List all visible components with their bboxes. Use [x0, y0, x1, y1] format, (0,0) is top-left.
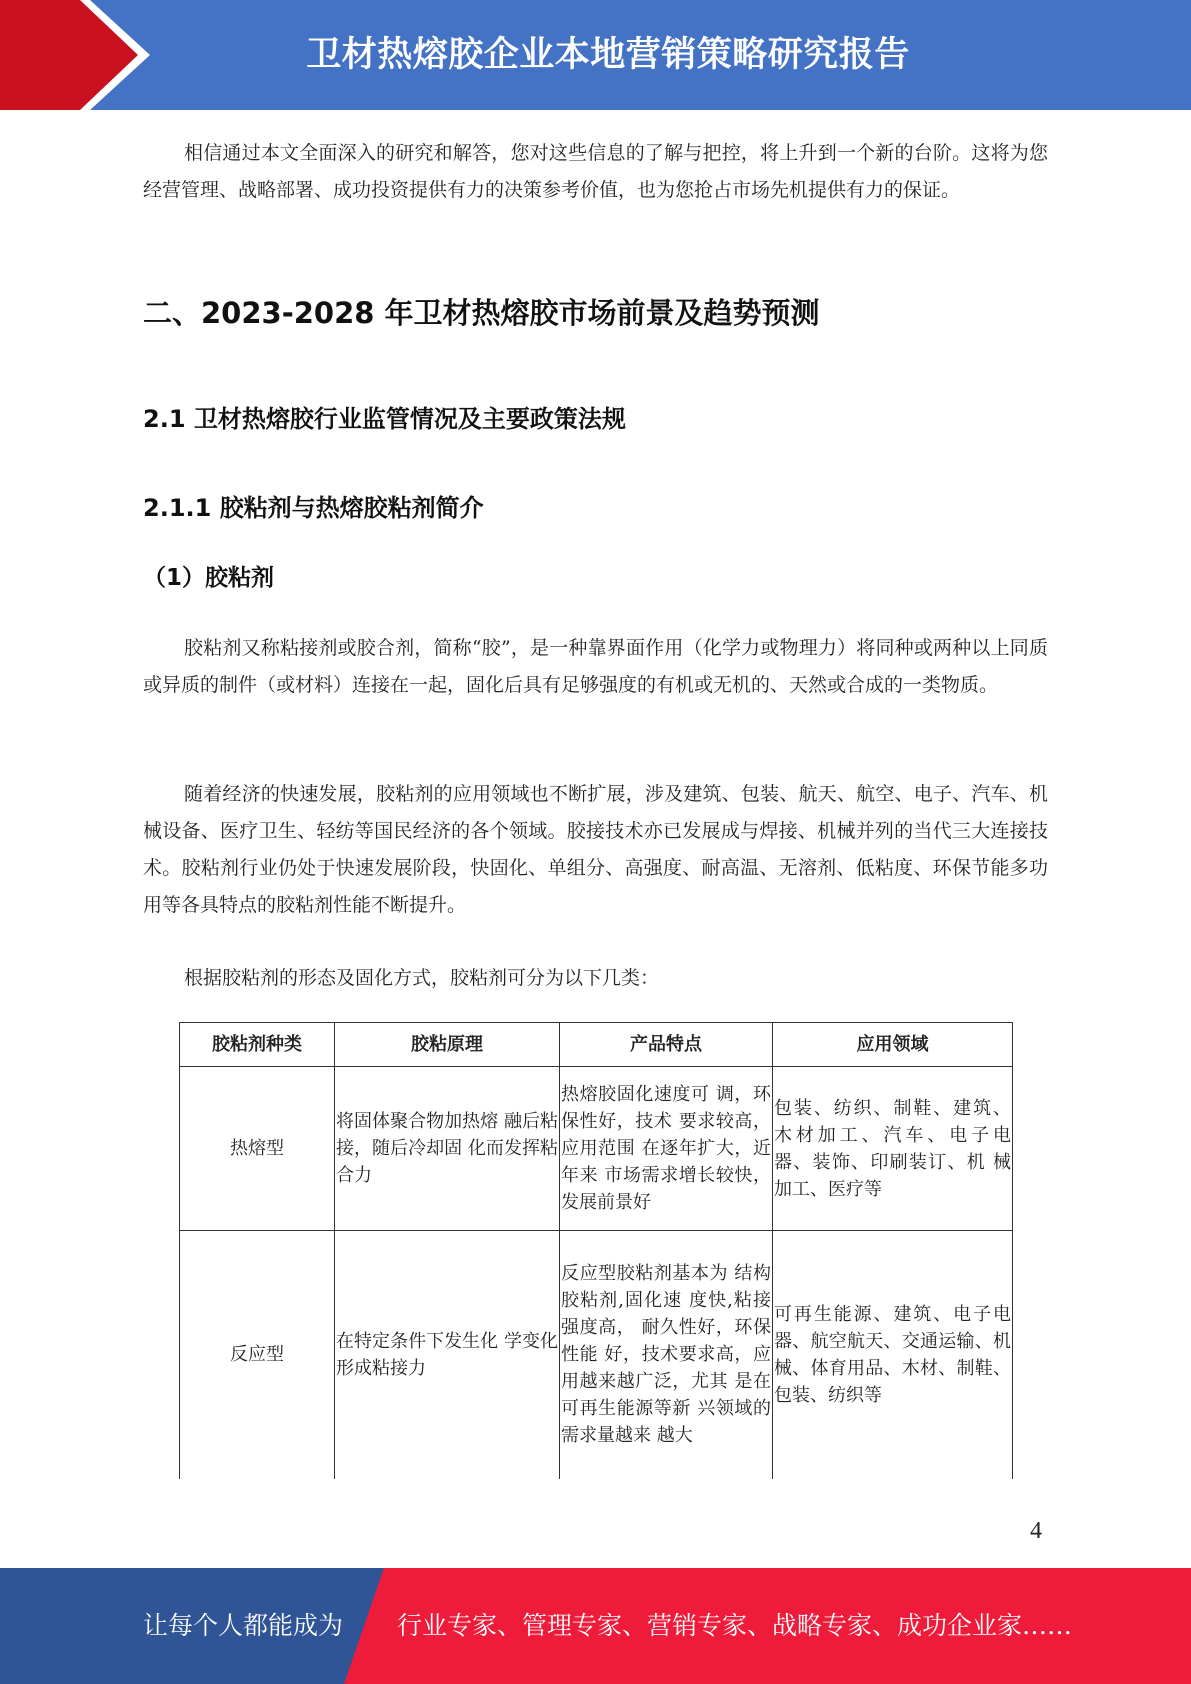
page-footer	[0, 1568, 1191, 1684]
subsubsection-heading: 2.1.1 胶粘剂与热熔胶粘剂简介	[143, 494, 484, 522]
item-heading: （1）胶粘剂	[143, 565, 275, 591]
definition-paragraph: 胶粘剂又称粘接剂或胶合剂，简称“胶”，是一种靠界面作用（化学力或物理力）将同种或两种以上同质或异质的制件（或材料）连接在一起，固化后具有足够强度的有机或无机的、天然或合成的一类物质。	[143, 637, 1048, 696]
table-row	[180, 1067, 1013, 1231]
cell-features: 热熔胶固化速度可 调，环保性好，技术 要求较高，应用范围 在逐年扩大，近年来 市场需求增长较快， 发展前景好	[560, 1067, 773, 1231]
table-header-row	[180, 1023, 1013, 1067]
cell-principle: 将固体聚合物加热熔 融后粘接，随后冷却固 化而发挥粘合力	[335, 1067, 560, 1231]
adhesive-types-table	[179, 1022, 1013, 1479]
page-header	[0, 0, 1191, 110]
column-header-principle: 胶粘原理	[335, 1023, 560, 1067]
footer-slogan-right: 行业专家、管理专家、营销专家、战略专家、成功企业家……	[397, 1611, 1073, 1640]
column-header-features: 产品特点	[560, 1023, 773, 1067]
cell-type: 热熔型	[180, 1067, 335, 1231]
cell-features: 反应型胶粘剂基本为 结构胶粘剂,固化速 度快,粘接强度高， 耐久性好，环保性能 好，技术要求高，应 用越来越广泛，尤其 是在可再生能源等新 兴领域的需求量越来 越大	[560, 1231, 773, 1479]
report-title: 卫材热熔胶企业本地营销策略研究报告	[306, 35, 910, 75]
table-row	[180, 1231, 1013, 1479]
column-header-type: 胶粘剂种类	[180, 1023, 335, 1067]
footer-slogan-left: 让每个人都能成为	[143, 1611, 344, 1640]
subsection-heading: 2.1 卫材热熔胶行业监管情况及主要政策法规	[143, 405, 626, 433]
classification-intro: 根据胶粘剂的形态及固化方式，胶粘剂可分为以下几类：	[184, 967, 660, 989]
section-heading: 二、2023-2028 年卫材热熔胶市场前景及趋势预测	[143, 296, 820, 330]
cell-type: 反应型	[180, 1231, 335, 1479]
cell-applications: 包装、纺织、制鞋、建筑、 木材加工、汽车、电子电 器、装饰、印刷装订、机 械加工、医疗等	[773, 1067, 1013, 1231]
cell-applications: 可再生能源、建筑、电子电器、航空航天、交通运输、机械、体育用品、木材、制鞋、包装、纺织等	[773, 1231, 1013, 1479]
column-header-applications: 应用领域	[773, 1023, 1013, 1067]
cell-principle: 在特定条件下发生化 学变化形成粘接力	[335, 1231, 560, 1479]
development-paragraph: 随着经济的快速发展，胶粘剂的应用领域也不断扩展，涉及建筑、包装、航天、航空、电子、汽车、机械设备、医疗卫生、轻纺等国民经济的各个领域。胶接技术亦已发展成与焊接、机械并列的当代三大连接技术。胶粘剂行业仍处于快速发展阶段，快固化、单组分、高强度、耐高温、无溶剂、低粘度、环保节能多功用等各具特点的胶粘剂性能不断提升。	[143, 783, 1048, 916]
intro-paragraph: 相信通过本文全面深入的研究和解答，您对这些信息的了解与把控，将上升到一个新的台阶。这将为您经营管理、战略部署、成功投资提供有力的决策参考价值，也为您抢占市场先机提供有力的保证。	[143, 142, 1048, 201]
page-number: 4	[1030, 1518, 1042, 1544]
